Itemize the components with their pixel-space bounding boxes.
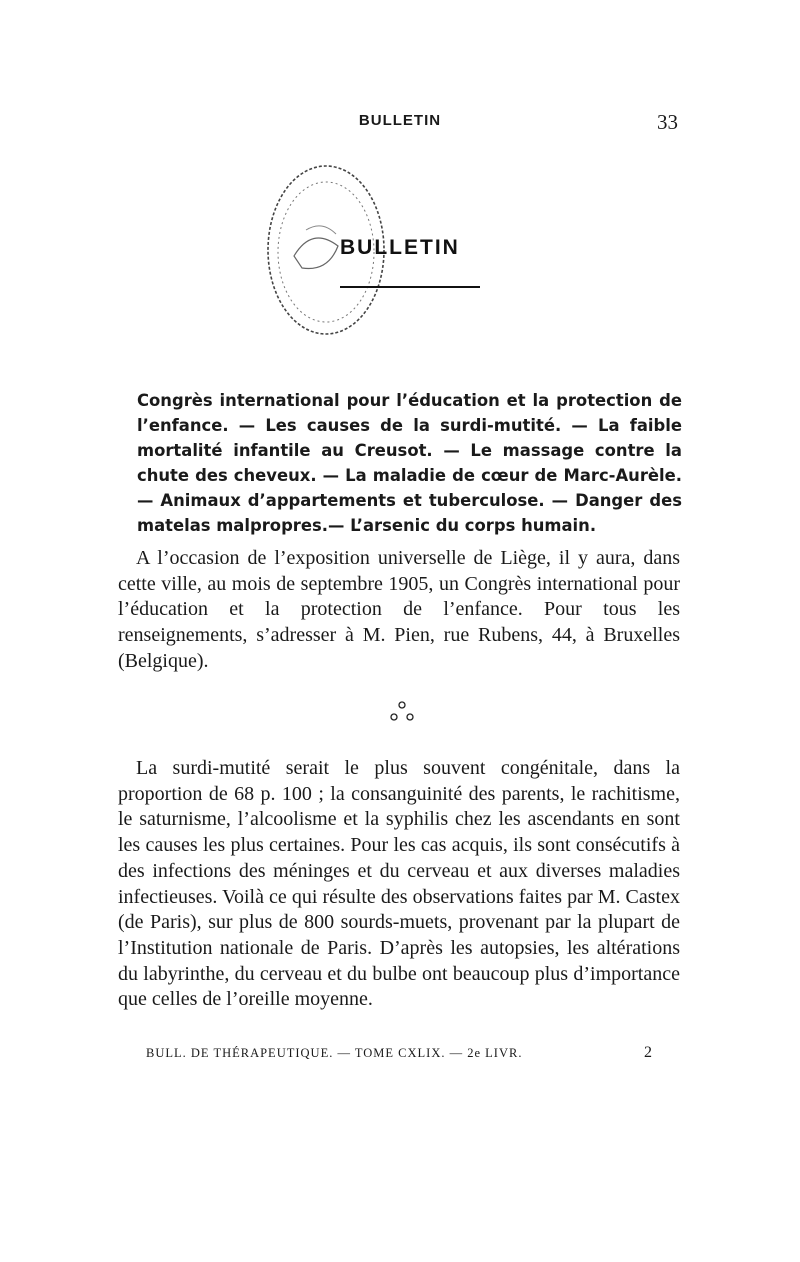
three-circles-ornament-icon [382, 696, 422, 726]
footer-text: BULL. DE THÉRAPEUTIQUE. — TOME CXLIX. — 2e LIVR. [146, 1046, 523, 1060]
running-head [120, 112, 680, 140]
library-stamp [254, 160, 460, 360]
summary-headline: Congrès international pour l’éducation et la protection de l’enfance. — Les causes de la surdi-mutité. — La faible mortalité infantile au Creusot. — Le massage contre la chute des cheveux. — La maladie de cœur de Marc-Aurèle. — Animaux d’appartements et tuberculose. — Danger des matelas malpropres.— L’arsenic du corps humain. [137, 391, 682, 535]
running-title: BULLETIN [358, 112, 442, 129]
page-footer [146, 1046, 656, 1061]
section-separator [382, 696, 422, 726]
stamp-word: BULLETIN [340, 236, 480, 288]
paragraph-congress: A l’occasion de l’exposition universelle de Liège, il y aura, dans cette ville, au mois de septembre 1905, un Congrès international pour l’éducation et la protection de l’enfance. Pour tous les renseignements, s’adresser à M. Pien, rue Rubens, 44, à Bruxelles (Belgique). [118, 547, 680, 672]
paragraph-deaf-mutism: La surdi-mutité serait le plus souvent congénitale, dans la proportion de 68 p. 100 ; la consanguinité des parents, le rachitisme, le saturnisme, l’alcoolisme et la syphilis chez les ascendants en sont les causes les plus certaines. Pour les cas acquis, ils sont consécutifs à des infections des méninges et du cerveau et aux diverses maladies infectieuses. Voilà ce qui résulte des observations faites par M. Castex (de Paris), sur plus de 800 sourds-muets, provenant par la plupart de l’Institution nationale de Paris. D’après les autopsies, les altérations du labyrinthe, du cerveau et du bulbe ont beaucoup plus d’importance que celles de l’oreille moyenne. [118, 757, 680, 1011]
signature-mark: 2 [644, 1044, 652, 1061]
page-number: 33 [657, 110, 678, 134]
